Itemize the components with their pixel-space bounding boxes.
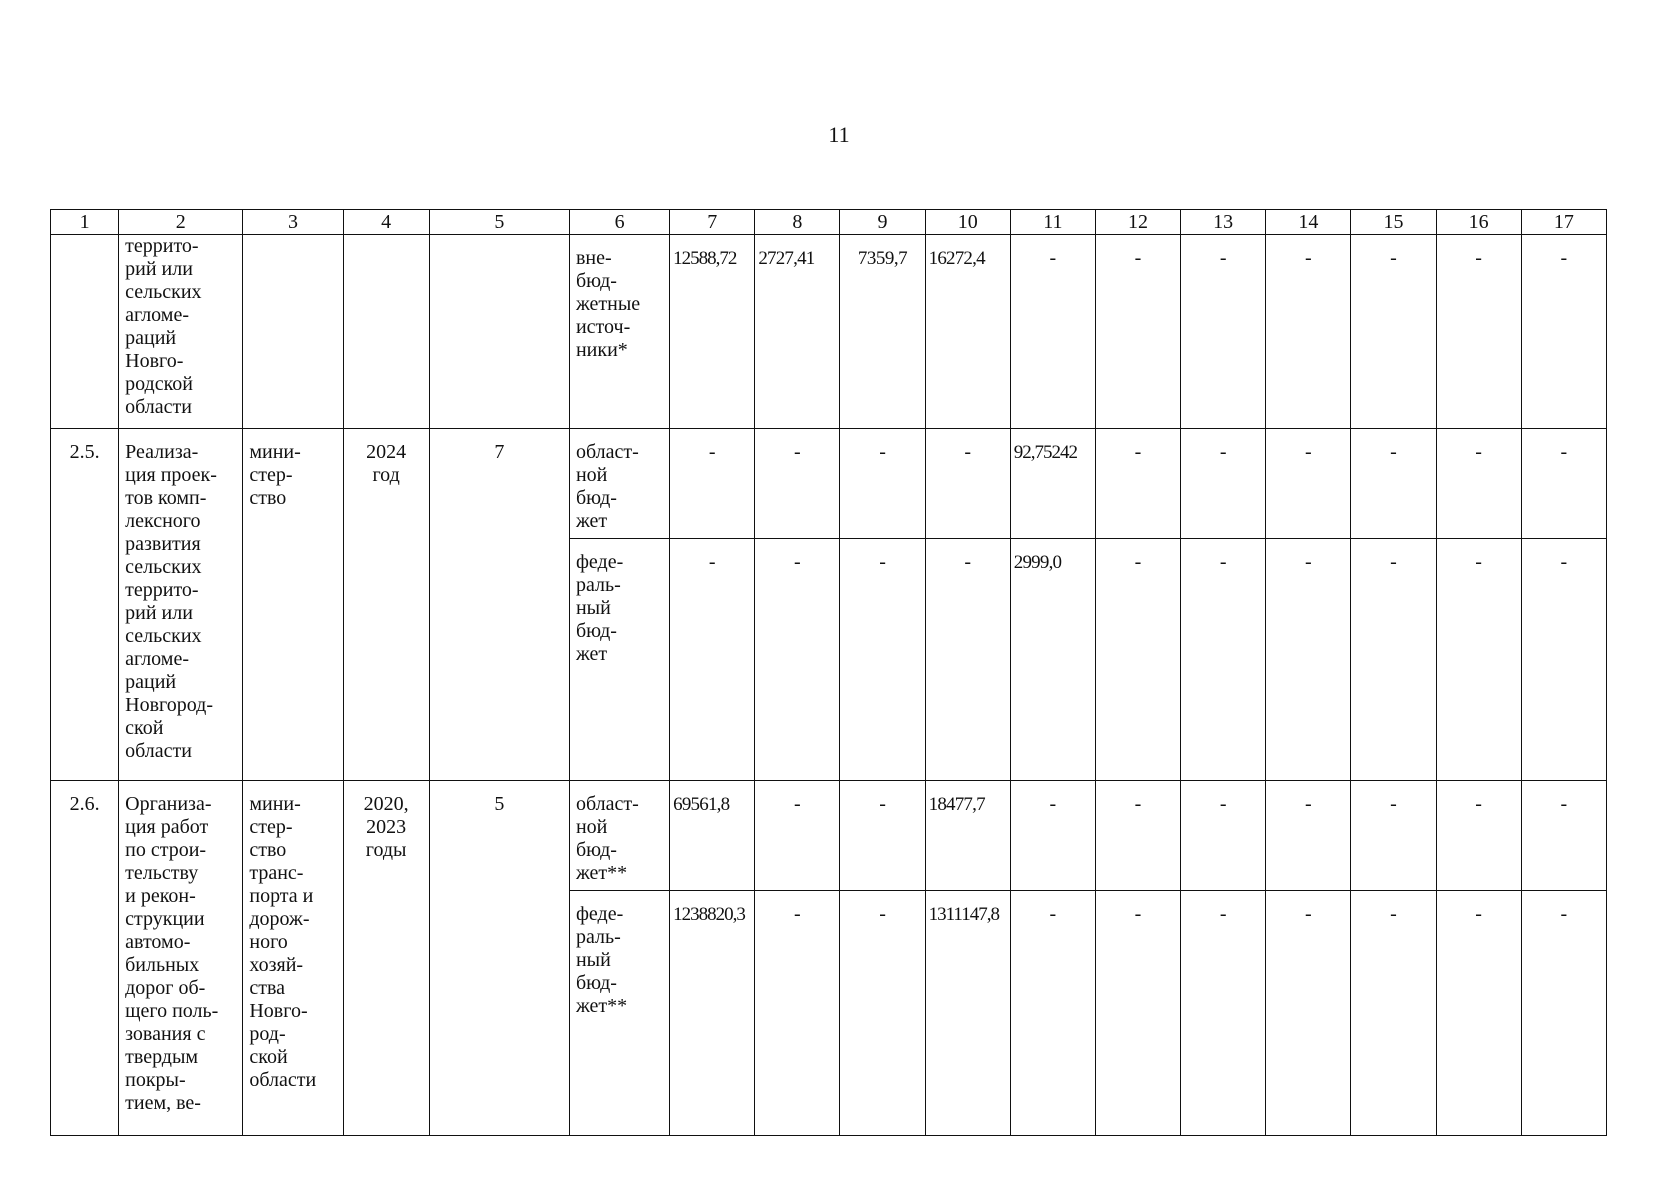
executor-cell: мини- стер- ство транс- порта и дорож- ного хозяй- ства Новго- род- ской области (243, 781, 343, 1136)
value-cell: - (1436, 781, 1521, 891)
value-cell: - (1266, 781, 1351, 891)
value-cell: - (1436, 539, 1521, 781)
value-cell: - (1095, 781, 1180, 891)
header-cell: 10 (925, 210, 1010, 235)
executor-cell: мини- стер- ство (243, 429, 343, 781)
value-cell: - (1266, 429, 1351, 539)
value-cell: - (1095, 539, 1180, 781)
index-cell: 2.6. (51, 781, 119, 1136)
value-cell: - (840, 781, 925, 891)
value-cell: - (1181, 235, 1266, 429)
value-cell: - (1351, 891, 1436, 1136)
value-cell: - (840, 429, 925, 539)
value-cell: - (1266, 891, 1351, 1136)
index-cell (51, 235, 119, 429)
value-cell: - (1266, 235, 1351, 429)
value-cell: - (755, 891, 840, 1136)
header-cell: 14 (1266, 210, 1351, 235)
value-cell: - (1521, 235, 1606, 429)
value-cell: 7359,7 (840, 235, 925, 429)
value-cell: 69561,8 (670, 781, 755, 891)
years-cell: 2024 год (343, 429, 429, 781)
value-cell: - (1351, 235, 1436, 429)
header-cell: 2 (119, 210, 243, 235)
funding-source-cell: феде- раль- ный бюд- жет** (569, 891, 669, 1136)
value-cell: - (755, 429, 840, 539)
page-number: 11 (828, 122, 850, 147)
value-cell: - (755, 539, 840, 781)
value-cell: 1311147,8 (925, 891, 1010, 1136)
value-cell: - (1010, 891, 1095, 1136)
col5-cell (429, 235, 569, 429)
table-row (51, 235, 1607, 429)
header-cell: 5 (429, 210, 569, 235)
measure-name-cell: Организа- ция работ по строи- тельству и рекон- струкции автомо- бильных дорог об- щего поль- зования с твердым покры- тием, ве- (119, 781, 243, 1136)
header-cell: 3 (243, 210, 343, 235)
value-cell: - (1010, 781, 1095, 891)
header-cell: 1 (51, 210, 119, 235)
header-cell: 17 (1521, 210, 1606, 235)
value-cell: - (840, 891, 925, 1136)
table-row (51, 781, 1607, 891)
header-cell: 12 (1095, 210, 1180, 235)
value-cell: 1238820,3 (670, 891, 755, 1136)
value-cell: - (1095, 235, 1180, 429)
col5-cell: 5 (429, 781, 569, 1136)
header-cell: 6 (569, 210, 669, 235)
value-cell: 12588,72 (670, 235, 755, 429)
table-row (51, 429, 1607, 539)
value-cell: - (1351, 539, 1436, 781)
value-cell: - (1521, 891, 1606, 1136)
value-cell: - (1266, 539, 1351, 781)
funding-source-cell: област- ной бюд- жет** (569, 781, 669, 891)
value-cell: - (1436, 891, 1521, 1136)
budget-table (50, 209, 1607, 1136)
value-cell: - (925, 429, 1010, 539)
value-cell: - (670, 429, 755, 539)
value-cell: - (1351, 429, 1436, 539)
value-cell: - (1095, 891, 1180, 1136)
header-cell: 13 (1181, 210, 1266, 235)
header-cell: 11 (1010, 210, 1095, 235)
measure-name-cell: Реализа- ция проек- тов комп- лексного развития сельских террито- рий или сельских агломе- раций Новгород- ской области (119, 429, 243, 781)
value-cell: - (1521, 539, 1606, 781)
value-cell: - (1521, 429, 1606, 539)
executor-cell (243, 235, 343, 429)
value-cell: - (840, 539, 925, 781)
col5-cell: 7 (429, 429, 569, 781)
value-cell: - (1095, 429, 1180, 539)
value-cell: - (670, 539, 755, 781)
value-cell: - (1351, 781, 1436, 891)
value-cell: - (755, 781, 840, 891)
years-cell: 2020, 2023 годы (343, 781, 429, 1136)
value-cell: - (1181, 781, 1266, 891)
value-cell: - (925, 539, 1010, 781)
value-cell: 16272,4 (925, 235, 1010, 429)
header-cell: 8 (755, 210, 840, 235)
value-cell: - (1436, 235, 1521, 429)
value-cell: - (1521, 781, 1606, 891)
value-cell: - (1181, 539, 1266, 781)
header-cell: 4 (343, 210, 429, 235)
funding-source-cell: феде- раль- ный бюд- жет (569, 539, 669, 781)
value-cell: - (1436, 429, 1521, 539)
header-cell: 15 (1351, 210, 1436, 235)
years-cell (343, 235, 429, 429)
value-cell: 2999,0 (1010, 539, 1095, 781)
index-cell: 2.5. (51, 429, 119, 781)
value-cell: 92,75242 (1010, 429, 1095, 539)
measure-name-cell: террито- рий или сельских агломе- раций Новго- родской области (119, 235, 243, 429)
value-cell: - (1010, 235, 1095, 429)
value-cell: 18477,7 (925, 781, 1010, 891)
funding-source-cell: област- ной бюд- жет (569, 429, 669, 539)
funding-source-cell: вне- бюд- жетные источ- ники* (569, 235, 669, 429)
value-cell: - (1181, 429, 1266, 539)
header-cell: 7 (670, 210, 755, 235)
header-cell: 16 (1436, 210, 1521, 235)
value-cell: 2727,41 (755, 235, 840, 429)
value-cell: - (1181, 891, 1266, 1136)
header-row (51, 210, 1607, 235)
header-cell: 9 (840, 210, 925, 235)
